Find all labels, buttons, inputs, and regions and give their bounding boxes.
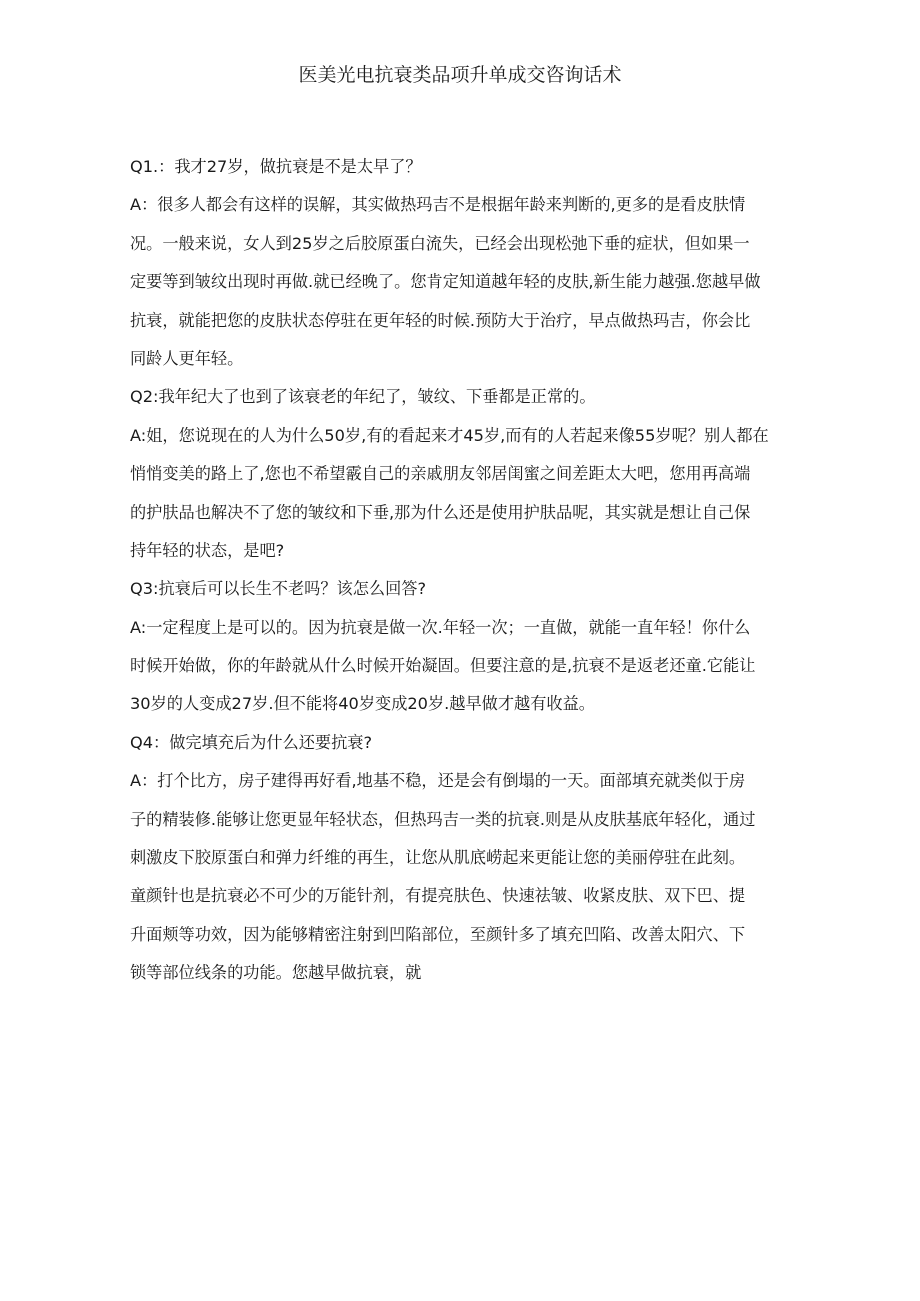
- document-title: 医美光电抗衰类品项升单成交咨询话术: [298, 64, 622, 86]
- text-line: 抗衰，就能把您的皮肤状态停驻在更年轻的时候.预防大于治疗，早点做热玛吉，你会比: [130, 310, 751, 330]
- text-line: 定要等到皱纹出现时再做.就已经晚了。您肯定知道越年轻的皮肤,新生能力越强.您越早做: [130, 272, 761, 292]
- text-line: 的护肤品也解决不了您的皱纹和下垂,那为什么还是使用护肤品呢，其实就是想让自己保: [130, 502, 751, 522]
- text-line: A:姐，您说现在的人为什么50岁,有的看起来才45岁,而有的人若起来像55岁呢？别人都在: [130, 425, 769, 445]
- text-line: 30岁的人变成27岁.但不能将40岁变成20岁.越早做才越有收益。: [130, 694, 595, 714]
- text-line: Q2:我年纪大了也到了该衰老的年纪了，皱纹、下垂都是正常的。: [130, 387, 596, 407]
- document-body: [130, 148, 795, 993]
- text-line: 持年轻的状态，是吧?: [130, 540, 285, 560]
- text-line: Q4：做完填充后为什么还要抗衰?: [130, 732, 373, 752]
- text-line: 同龄人更年轻。: [130, 348, 244, 368]
- text-line: Q3:抗衰后可以长生不老吗？该怎么回答?: [130, 579, 427, 599]
- text-line: 悄悄变美的路上了,您也不希望霰自己的亲戚朋友邻居闺蜜之间差距太大吧，您用再高端: [130, 464, 751, 484]
- text-line: A：很多人都会有这样的误解，其实做热玛吉不是根据年龄来判断的,更多的是看皮肤情: [130, 195, 746, 215]
- text-line: Q1.：我才27岁，做抗衰是不是太早了？: [130, 157, 422, 176]
- text-line: 刺激皮下胶原蛋白和弹力纤维的再生，让您从肌底崂起来更能让您的美丽停驻在此刻。: [130, 848, 746, 868]
- text-line: 时候开始做，你的年龄就从什么时候开始凝固。但要注意的是,抗衰不是返老还童.它能让: [130, 656, 756, 676]
- text-line: 况。一般来说，女人到25岁之后胶原蛋白流失，已经会出现松弛下垂的症状，但如果一: [130, 233, 750, 253]
- text-line: A:一定程度上是可以的。因为抗衰是做一次.年轻一次；一直做，就能一直年轻！你什么: [130, 617, 751, 637]
- text-line: 子的精装修.能够让您更显年轻状态，但热玛吉一类的抗衰.则是从皮肤基底年轻化，通过: [130, 809, 756, 829]
- text-line: A：打个比方，房子建得再好看,地基不稳，还是会有倒塌的一天。面部填充就类似于房: [130, 771, 746, 791]
- text-line: 锁等部位线条的功能。您越早做抗衰，就: [130, 963, 422, 983]
- text-line: 童颜针也是抗衰必不可少的万能针剂，有提亮肤色、快速祛皱、收紧皮肤、双下巴、提: [130, 886, 746, 906]
- text-line: 升面颊等功效，因为能够精密注射到凹陷部位，至颜针多了填充凹陷、改善太阳穴、下: [130, 924, 746, 944]
